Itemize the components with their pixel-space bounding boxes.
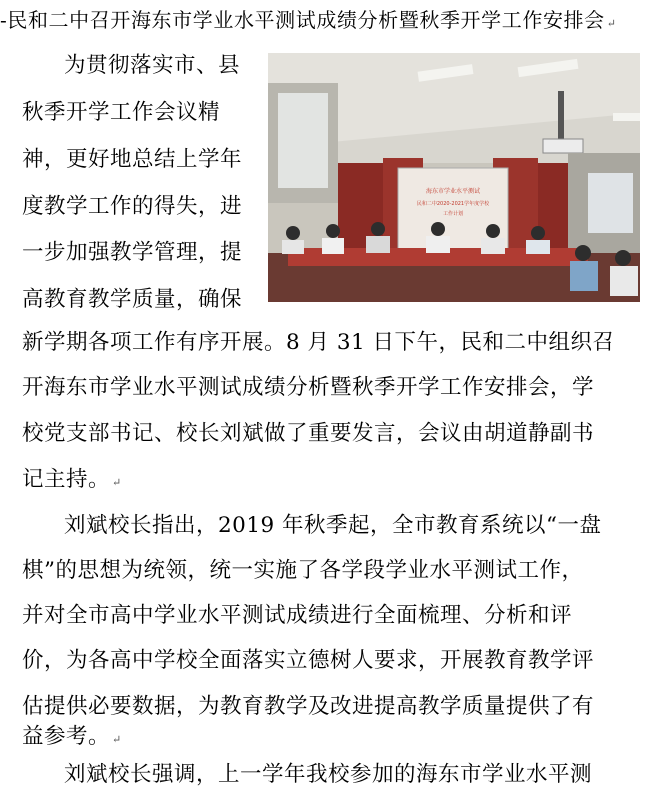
meeting-photo [268, 53, 640, 302]
text-line: 开海东市学业水平测试成绩分析暨秋季开学工作安排会，学 [22, 375, 595, 400]
text-line: 秋季开学工作会议精 [22, 100, 221, 125]
text-line: 棋”的思想为统领，统一实施了各学段学业水平测试工作， [22, 558, 584, 583]
text-line: 校党支部书记、校长刘斌做了重要发言，会议由胡道静副书 [22, 421, 595, 446]
paragraph-mark: ↵ [112, 733, 122, 746]
text-line: 刘斌校长指出，2019 年秋季起，全市教育系统以“一盘 [64, 513, 602, 538]
text-line: 神，更好地总结上学年 [22, 147, 243, 172]
paragraph-mark: ↵ [606, 17, 617, 30]
paragraph-mark: ↵ [112, 476, 122, 489]
text-line: 一步加强教学管理，提 [22, 240, 243, 265]
screen-text-3: 工作计划 [442, 211, 464, 217]
meeting-photo-illustration [268, 53, 640, 302]
text-line: 估提供必要数据，为教育教学及改进提高教学质量提供了有 [22, 694, 595, 719]
screen-text-2: 民和二中2020-2021学年度学校 [416, 201, 490, 207]
text-line: 为贯彻落实市、县 [64, 53, 241, 78]
text-line: 新学期各项工作有序开展。8 月 31 日下午，民和二中组织召 [22, 330, 615, 355]
text-line: 并对全市高中学业水平测试成绩进行全面梳理、分析和评 [22, 603, 573, 628]
article-title [0, 6, 667, 38]
text-line-content: 益参考。 [22, 724, 111, 749]
text-line [22, 722, 122, 755]
screen-text-1: 海东市学业水平测试 [425, 188, 481, 195]
text-line: 刘斌校长强调，上一学年我校参加的海东市学业水平测 [64, 762, 593, 787]
title-text: -民和二中召开海东市学业水平测试成绩分析暨秋季开学工作安排会 [0, 8, 605, 32]
text-line: 价，为各高中学校全面落实立德树人要求，开展教育教学评 [22, 648, 595, 673]
text-line: 高教育教学质量，确保 [22, 287, 243, 312]
text-line: 度教学工作的得失，进 [22, 194, 243, 219]
text-line-content: 记主持。 [22, 467, 111, 492]
text-line [22, 465, 122, 498]
